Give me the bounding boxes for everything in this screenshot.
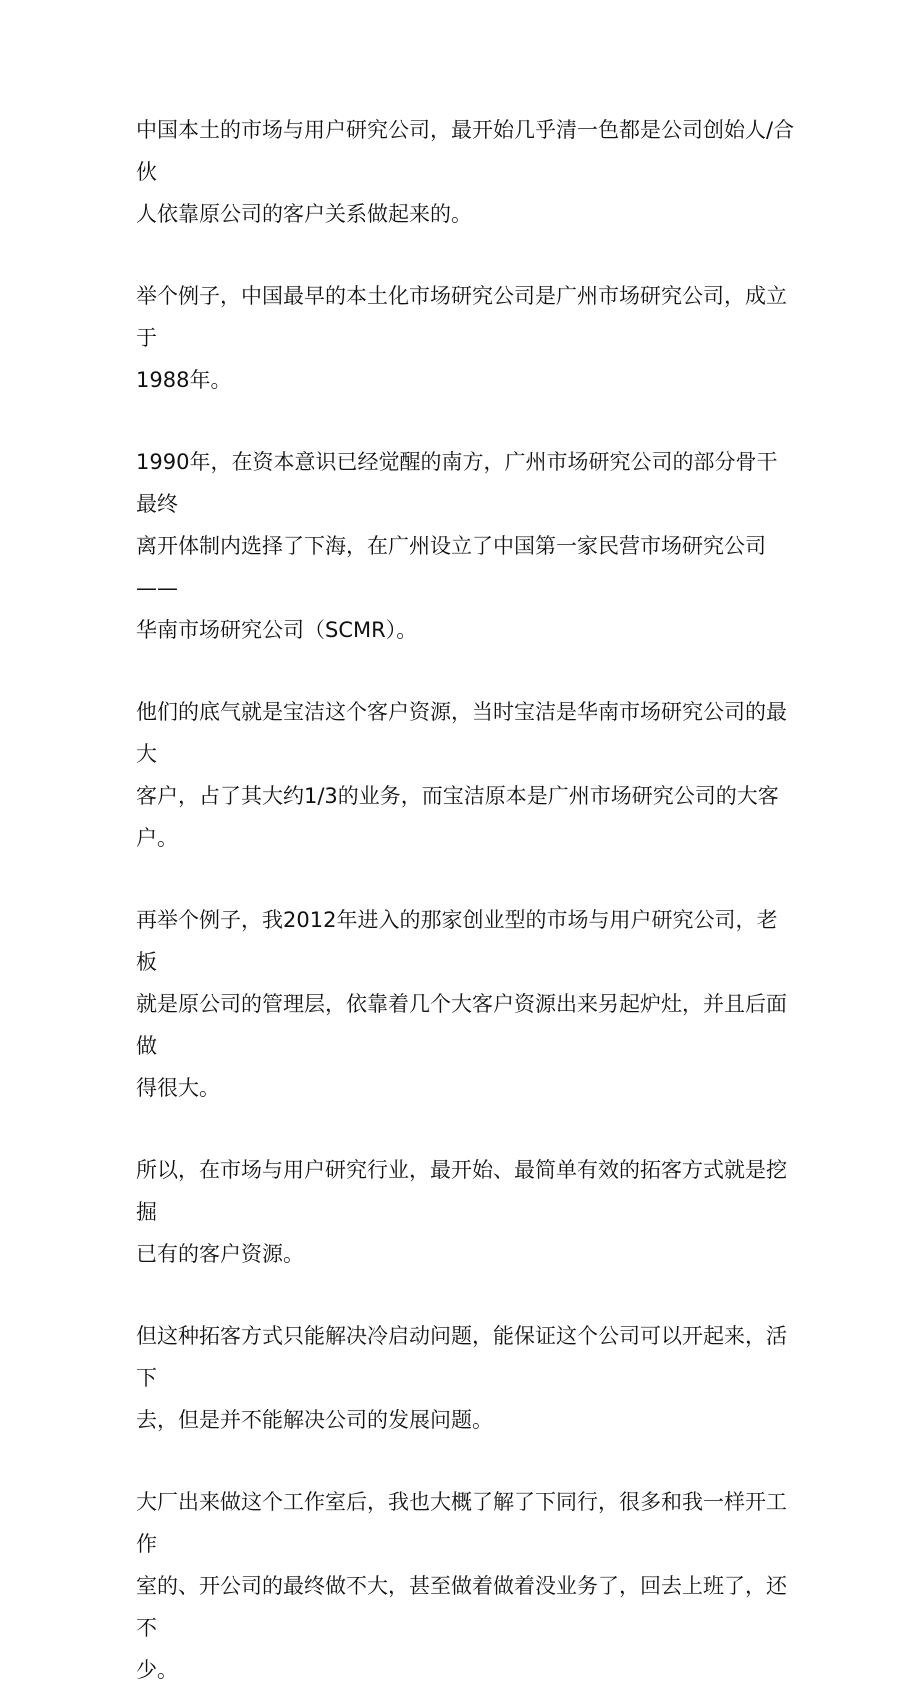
paragraph: 再举个例子，我2012年进入的那家创业型的市场与用户研究公司，老板 就是原公司的管理层，依靠着几个大客户资源出来另起炉灶，并且后面做 得很大。 (136, 908, 787, 1100)
paragraph: 但这种拓客方式只能解决冷启动问题，能保证这个公司可以开起来，活下 去，但是并不能解决公司的发展问题。 (136, 1324, 787, 1432)
document-body (136, 109, 798, 1691)
paragraph: 举个例子，中国最早的本土化市场研究公司是广州市场研究公司，成立于 1988年。 (136, 284, 787, 392)
paragraph: 所以，在市场与用户研究行业，最开始、最简单有效的拓客方式就是挖掘 已有的客户资源。 (136, 1158, 787, 1266)
paragraph: 大厂出来做这个工作室后，我也大概了解了下同行，很多和我一样开工作 室的、开公司的最终做不大，甚至做着做着没业务了，回去上班了，还不 少。 (136, 1490, 787, 1682)
paragraph: 1990年，在资本意识已经觉醒的南方，广州市场研究公司的部分骨干最终 离开体制内选择了下海，在广州设立了中国第一家民营市场研究公司—— 华南市场研究公司（SCMR）。 (136, 450, 778, 642)
paragraph: 他们的底气就是宝洁这个客户资源，当时宝洁是华南市场研究公司的最大 客户，占了其大约1/3的业务，而宝洁原本是广州市场研究公司的大客户。 (136, 700, 787, 850)
paragraph: 中国本土的市场与用户研究公司，最开始几乎清一色都是公司创始人/合伙 人依靠原公司的客户关系做起来的。 (136, 118, 795, 226)
